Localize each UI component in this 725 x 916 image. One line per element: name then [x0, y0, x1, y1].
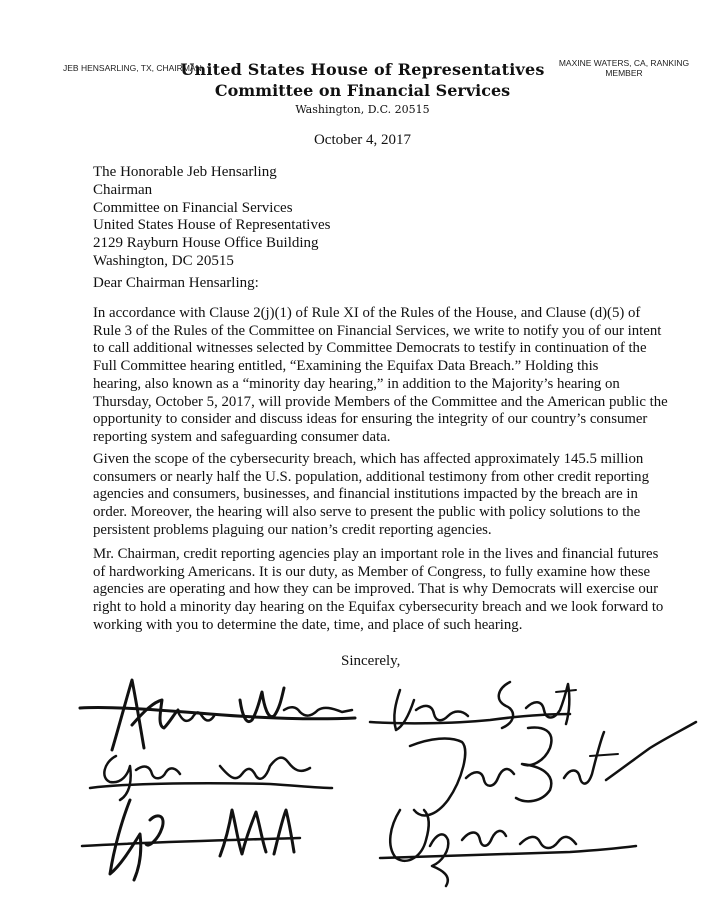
salutation: Dear Chairman Hensarling: [93, 275, 259, 291]
closing: Sincerely, [341, 653, 401, 669]
paragraph-line: opportunity to consider and discuss ideas for ensuring the integrity of our country’s consumer [93, 411, 648, 428]
chairman-label: JEB HENSARLING, TX, CHAIRMAN [63, 63, 202, 73]
paragraph-line: In accordance with Clause 2(j)(1) of Rule XI of the Rules of the House, and Clause (d)(5) of [93, 305, 641, 321]
signature-5 [82, 800, 300, 880]
body-paragraph-2 [93, 451, 653, 540]
paragraph-line: working with you to determine the date, time, and place of such hearing. [93, 616, 523, 633]
paragraph-line: to call additional witnesses selected by Committee Democrats to testify in continuation of the [93, 340, 647, 357]
address-line: Washington, DC 20515 [93, 252, 234, 269]
signatures [70, 670, 710, 910]
paragraph-line: consumers or nearly half the U.S. population, additional testimony from other credit reporting [93, 468, 649, 485]
body-paragraph-3 [93, 546, 664, 635]
paragraph-line: of hardworking Americans. It is our duty, as Member of Congress, to fully examine how these [93, 563, 651, 580]
signatures-drawing [70, 670, 710, 910]
letterhead-house: United States House of Representatives [180, 60, 545, 79]
body-paragraph-1 [93, 305, 668, 447]
ranking-member-line1: MAXINE WATERS, CA, RANKING [558, 58, 690, 68]
paragraph-line: Rule 3 of the Rules of the Committee on Financial Services, we write to notify you of our intent [93, 322, 662, 339]
letterhead-committee: Committee on Financial Services [214, 81, 511, 100]
paragraph-line: agencies and consumers, businesses, and financial institutions impacted by the breach are in [93, 486, 638, 503]
paragraph-line: reporting system and safeguarding consumer data. [93, 428, 391, 445]
paragraph-line: Mr. Chairman, credit reporting agencies play an important role in the lives and financial futures [93, 546, 659, 562]
paragraph-line: agencies are operating and how they can be improved. That is why Democrats will exercise our [93, 581, 659, 598]
signature-3 [90, 756, 332, 800]
paragraph-line: hearing, also known as a “minority day hearing,” in addition to the Majority’s hearing on [93, 375, 620, 392]
paragraph-line: order. Moreover, the hearing will also serve to present the public with policy solutions to the [93, 504, 641, 521]
ranking-member-line2: MEMBER [605, 68, 643, 78]
address-line: 2129 Rayburn House Office Building [93, 235, 319, 252]
address-line: United States House of Representatives [93, 217, 331, 234]
signature-1 [80, 680, 355, 750]
paragraph-line: Full Committee hearing entitled, “Examining the Equifax Data Breach.” Holding this [93, 358, 599, 375]
letter-date: October 4, 2017 [313, 132, 412, 148]
letterhead-city: Washington, D.C. 20515 [295, 103, 430, 116]
paragraph-line: persistent problems plaguing our nation’s credit reporting agencies. [93, 521, 492, 538]
paragraph-line: right to hold a minority day hearing on the Equifax cybersecurity breach and we look forward to [93, 599, 664, 616]
recipient-address [93, 164, 330, 271]
paragraph-line: Given the scope of the cybersecurity breach, which has affected approximately 145.5 million [93, 451, 644, 467]
address-line: Chairman [93, 181, 153, 198]
signature-2 [370, 682, 576, 730]
address-line: The Honorable Jeb Hensarling [93, 164, 277, 180]
signature-4 [410, 722, 696, 815]
address-line: Committee on Financial Services [93, 199, 293, 216]
signature-6 [380, 810, 636, 886]
paragraph-line: Thursday, October 5, 2017, will provide Members of the Committee and the American public the [93, 393, 668, 410]
